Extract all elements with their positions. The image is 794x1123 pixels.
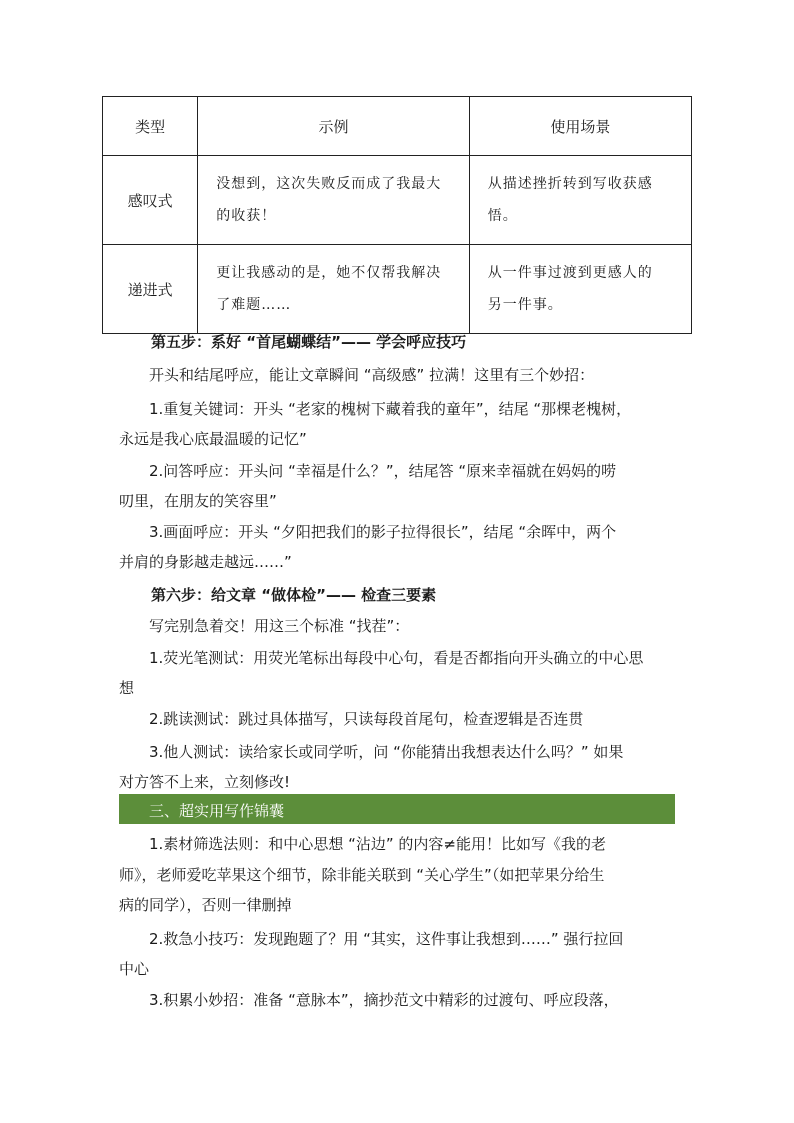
paragraph-line: 3.他人测试：读给家长或同学听，问 “你能猜出我想表达什么吗？” 如果 [149,743,624,761]
paragraph-line: 并肩的身影越走越远……” [119,553,292,571]
paragraph-line: 师》，老师爱吃苹果这个细节，除非能关联到 “关心学生”（如把苹果分给生 [119,866,605,884]
paragraph-line: 中心 [119,960,150,978]
paragraph-line: 2.问答呼应：开头问 “幸福是什么？”，结尾答 “原来幸福就在妈妈的唠 [149,462,617,480]
step5-heading: 第五步：系好 “首尾蝴蝶结”—— 学会呼应技巧 [151,333,467,351]
header-scene: 使用场景 [469,97,691,156]
paragraph-line: 1.荧光笔测试：用荧光笔标出每段中心句，看是否都指向开头确立的中心思 [149,649,644,667]
step5-intro: 开头和结尾呼应，能让文章瞬间 “高级感” 拉满！这里有三个妙招： [149,366,595,384]
table-row [103,156,692,245]
paragraph-line: 1.素材筛选法则：和中心思想 “沾边” 的内容≠能用！比如写《我的老 [149,835,606,853]
transition-types-table [102,96,692,334]
step6-intro: 写完别急着交！用这三个标准 “找茬”： [149,617,410,635]
section-banner [119,794,675,824]
section-title: 三、超实用写作锦囊 [149,802,285,820]
cell-example: 更让我感动的是，她不仅帮我解决 了难题…… [198,245,469,334]
table-header-row [103,97,692,156]
paragraph-line: 想 [119,679,135,697]
cell-scene: 从描述挫折转到写收获感 悟。 [469,156,691,245]
cell-type: 感叹式 [103,156,198,245]
table-row [103,245,692,334]
paragraph-line: 叨里，在朋友的笑容里” [119,492,277,510]
paragraph-line: 1.重复关键词：开头 “老家的槐树下藏着我的童年”，结尾 “那棵老槐树， [149,400,632,418]
paragraph-line: 永远是我心底最温暖的记忆” [119,430,307,448]
paragraph-line: 3.画面呼应：开头 “夕阳把我们的影子拉得很长”，结尾 “余晖中，两个 [149,523,617,541]
header-example: 示例 [198,97,469,156]
paragraph-line: 病的同学），否则一律删掉 [119,896,292,914]
paragraph-line: 2.救急小技巧：发现跑题了？用 “其实，这件事让我想到……” 强行拉回 [149,930,624,948]
cell-type: 递进式 [103,245,198,334]
paragraph-line: 对方答不上来，立刻修改! [119,773,291,791]
paragraph-line: 3.积累小妙招：准备 “意脉本”，摘抄范文中精彩的过渡句、呼应段落， [149,991,619,1009]
cell-scene: 从一件事过渡到更感人的 另一件事。 [469,245,691,334]
step6-heading: 第六步：给文章 “做体检”—— 检查三要素 [151,586,437,604]
header-type: 类型 [103,97,198,156]
paragraph-line: 2.跳读测试：跳过具体描写，只读每段首尾句，检查逻辑是否连贯 [149,710,584,728]
cell-example: 没想到，这次失败反而成了我最大 的收获！ [198,156,469,245]
